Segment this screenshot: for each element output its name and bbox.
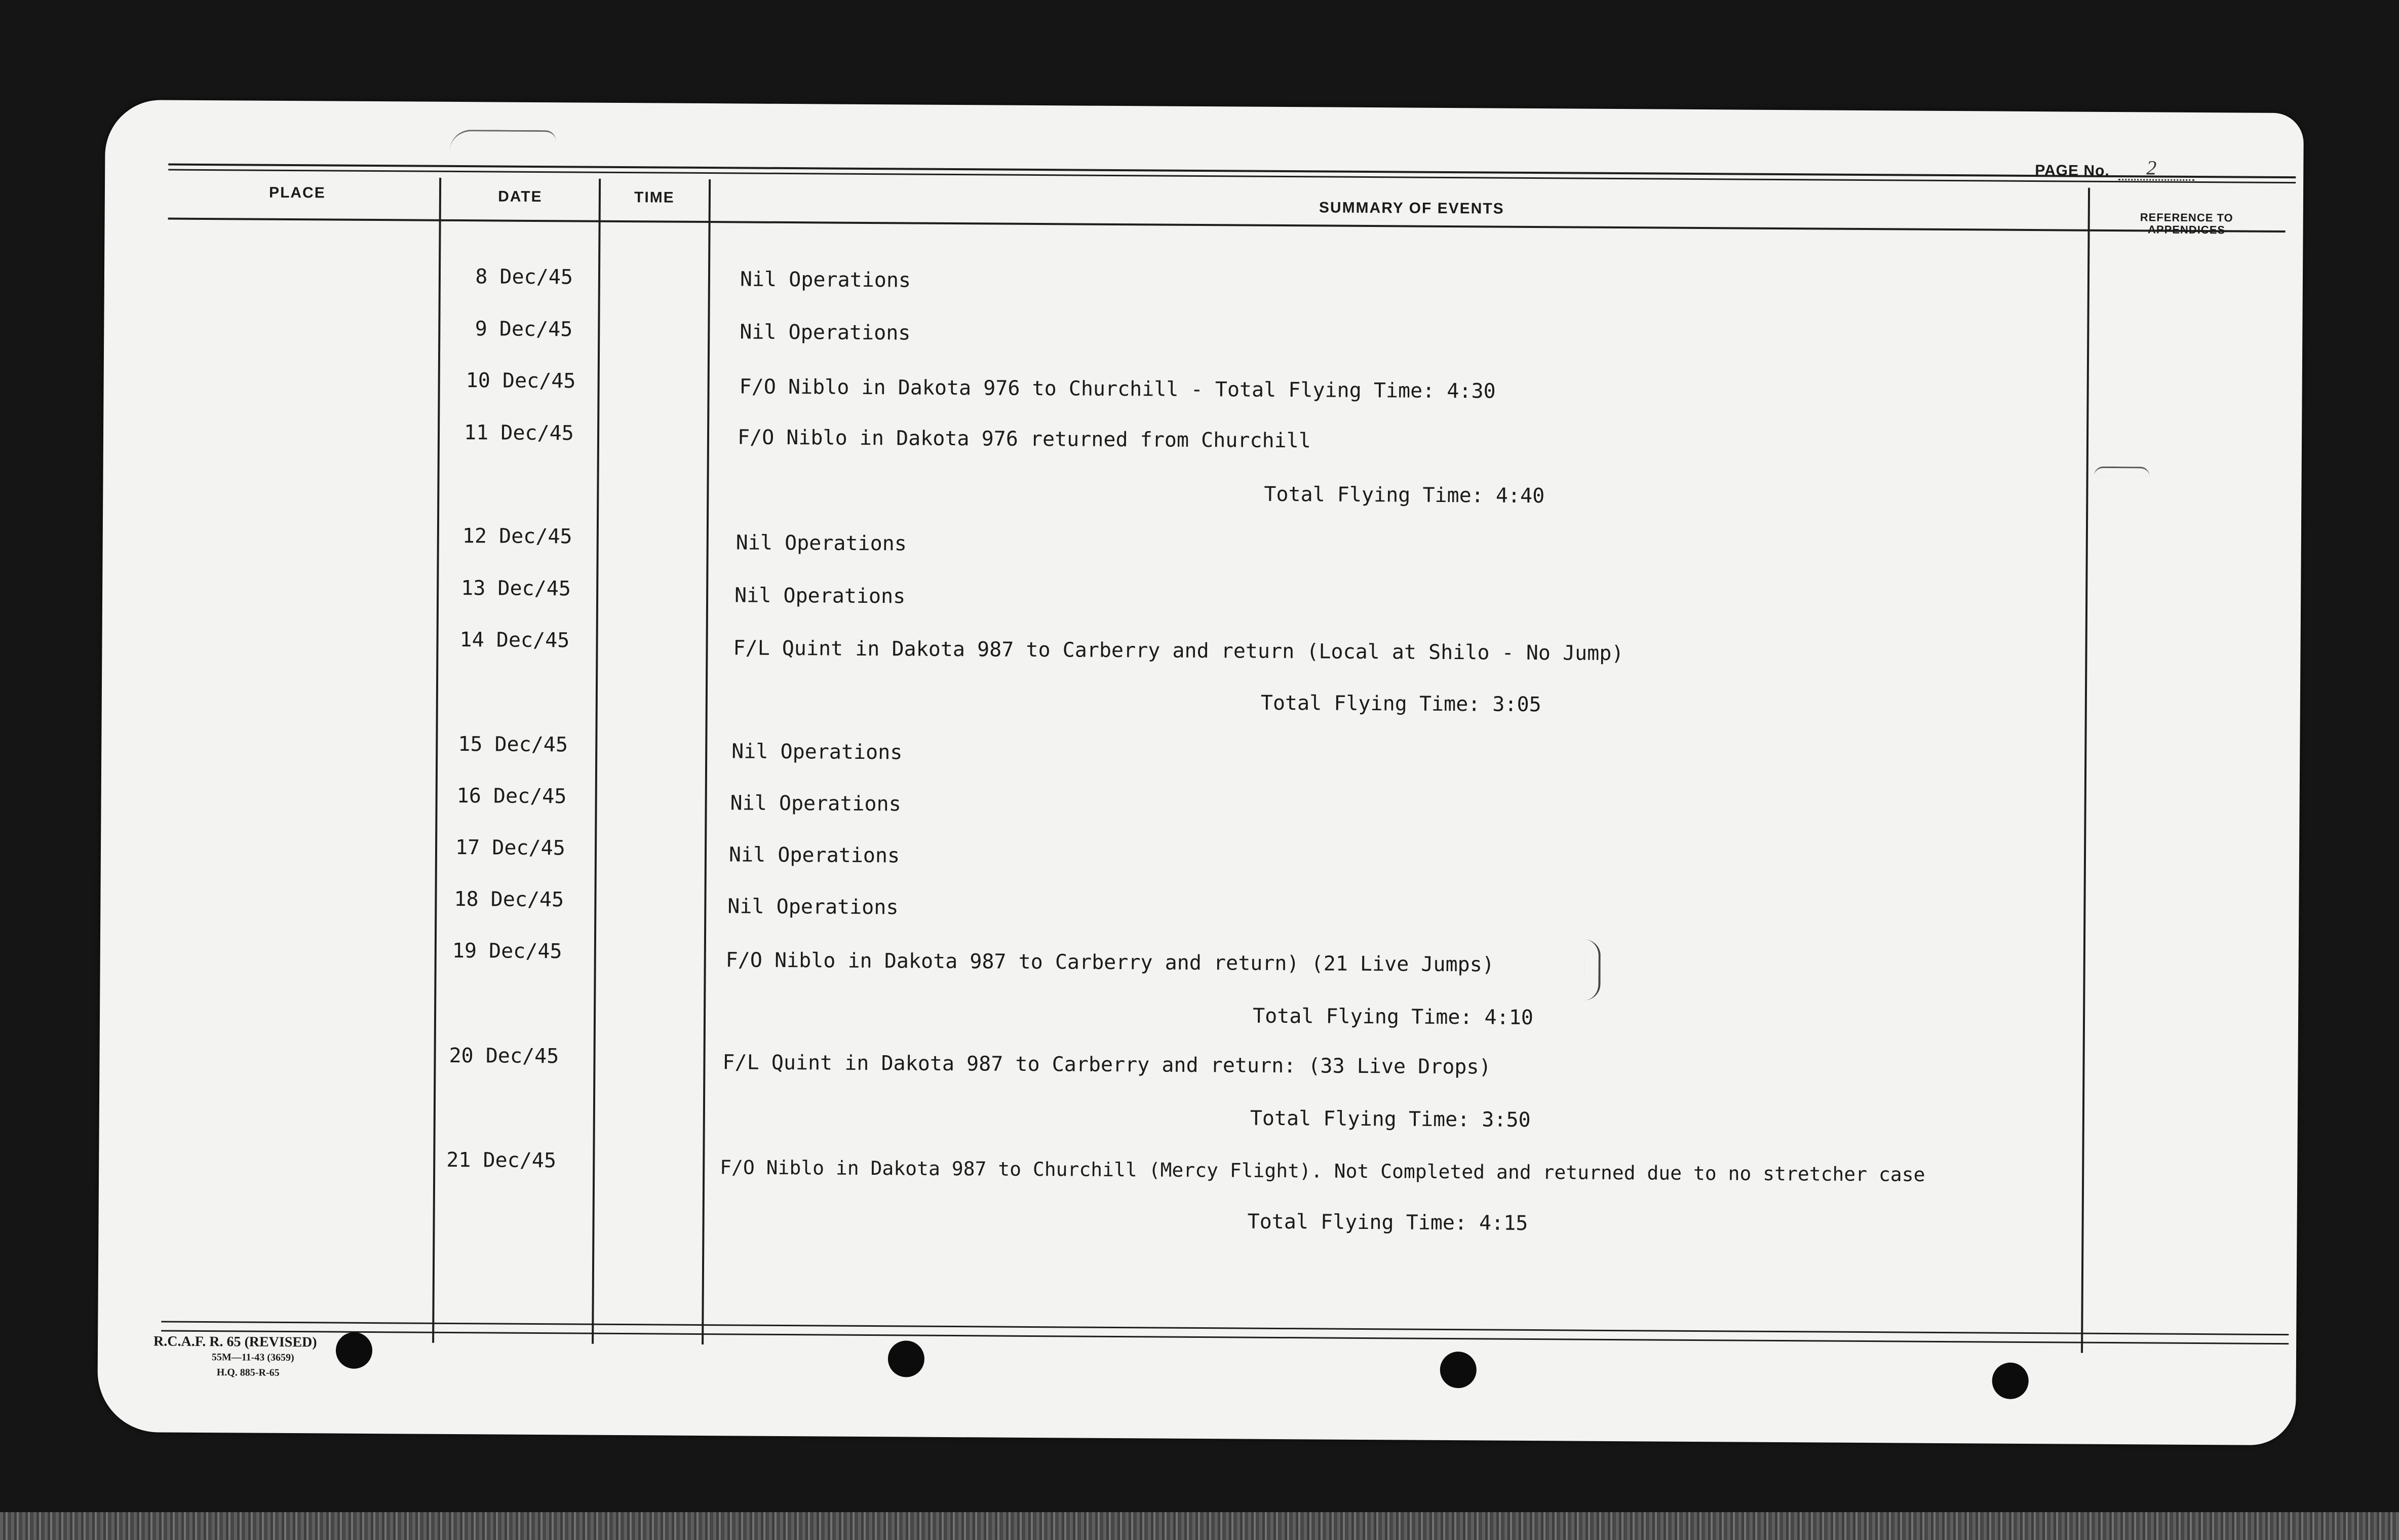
margin-pen-mark <box>2094 467 2150 477</box>
entry-summary: Nil Operations <box>731 740 903 764</box>
entry-date: 21 Dec/45 <box>446 1148 557 1173</box>
entry-summary: F/O Niblo in Dakota 976 to Churchill - Total Flying Time: 4:30 <box>739 375 1496 403</box>
entry-summary: F/O Niblo in Dakota 987 to Churchill (Mercy Flight). Not Completed and returned due to no stretcher case <box>720 1156 1925 1186</box>
column-header-reference-line2: APPENDICES <box>2147 223 2226 237</box>
binder-punch-hole <box>1440 1352 1477 1388</box>
column-header-date: DATE <box>498 188 543 206</box>
page-number-value: 2 <box>2146 156 2157 179</box>
column-header-time: TIME <box>634 189 675 206</box>
entry-summary: F/L Quint in Dakota 987 to Carberry and return (Local at Shilo - No Jump) <box>733 636 1624 666</box>
entry-date: 20 Dec/45 <box>449 1044 559 1068</box>
entry-summary: F/O Niblo in Dakota 987 to Carberry and return) (21 Live Jumps) <box>725 948 1495 977</box>
page-number-label: PAGE No. <box>2035 162 2110 179</box>
entry-summary-total: Total Flying Time: 4:40 <box>1264 482 1545 508</box>
binder-punch-hole <box>336 1332 372 1369</box>
entry-summary: Nil Operations <box>730 791 901 816</box>
entry-summary-total: Total Flying Time: 3:50 <box>1250 1106 1531 1132</box>
column-rule-date-time <box>592 179 601 1344</box>
form-print-code: 55M—11-43 (3659) <box>211 1352 294 1364</box>
entry-summary: Nil Operations <box>740 267 911 292</box>
binder-punch-hole <box>888 1340 924 1377</box>
column-rule-time-summary <box>702 179 711 1344</box>
form-hq-reference: H.Q. 885-R-65 <box>216 1367 280 1378</box>
entry-date: 10 Dec/45 <box>466 369 576 393</box>
column-header-summary: SUMMARY OF EVENTS <box>1319 199 1504 217</box>
entry-date: 19 Dec/45 <box>452 939 562 964</box>
entry-summary-total: Total Flying Time: 4:15 <box>1247 1210 1528 1235</box>
column-header-place: PLACE <box>269 184 326 202</box>
entry-date: 16 Dec/45 <box>456 784 567 808</box>
binder-punch-hole <box>1992 1363 2028 1399</box>
entry-summary: Nil Operations <box>728 843 900 868</box>
column-header-reference <box>2091 211 2283 237</box>
film-edge-strip <box>0 1512 2399 1540</box>
entry-summary: Nil Operations <box>736 531 907 556</box>
handwritten-bracket-mark <box>1584 940 1601 1000</box>
entry-summary-total: Total Flying Time: 3:05 <box>1260 691 1541 717</box>
column-rule-summary-reference <box>2081 188 2090 1353</box>
entry-summary: Nil Operations <box>740 320 911 345</box>
form-name: R.C.A.F. R. 65 (REVISED) <box>153 1333 317 1351</box>
entry-summary: Nil Operations <box>727 895 899 919</box>
entry-date: 18 Dec/45 <box>454 888 564 912</box>
entry-summary: F/O Niblo in Dakota 976 returned from Churchill <box>737 426 1311 453</box>
entry-date: 12 Dec/45 <box>462 524 572 549</box>
entry-date: 15 Dec/45 <box>458 733 568 757</box>
entry-date: 13 Dec/45 <box>461 576 571 601</box>
entry-date: 17 Dec/45 <box>455 836 565 860</box>
entry-date: 8 Dec/45 <box>475 265 573 289</box>
diary-form-sheet <box>97 100 2304 1445</box>
entry-date: 11 Dec/45 <box>463 421 574 445</box>
entry-summary-total: Total Flying Time: 4:10 <box>1252 1004 1534 1030</box>
entry-date: 14 Dec/45 <box>459 628 570 652</box>
entry-summary: F/L Quint in Dakota 987 to Carberry and return: (33 Live Drops) <box>722 1051 1491 1079</box>
column-header-reference-line1: REFERENCE TO <box>2140 211 2233 224</box>
entry-summary: Nil Operations <box>734 584 906 608</box>
column-rule-place-date <box>432 178 441 1343</box>
entry-date: 9 Dec/45 <box>475 317 573 341</box>
pen-stroke-top <box>449 130 556 152</box>
